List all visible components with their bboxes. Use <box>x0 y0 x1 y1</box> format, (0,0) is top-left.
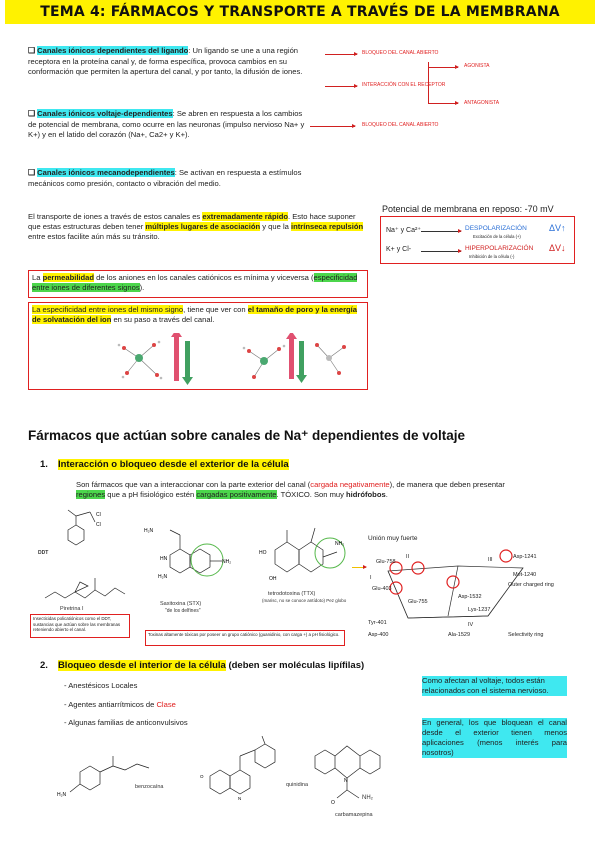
subsection-title-text: Interacción o bloqueo desde el exterior de la célula <box>57 459 289 470</box>
pore-roman: IV <box>468 622 474 628</box>
pore-label: Glu-755 <box>408 599 428 605</box>
bold-text: hidrófobos <box>346 490 386 500</box>
checkbox-bullet-icon: ❑ <box>28 46 36 55</box>
channel-name: Canales iónicos dependientes del ligando <box>37 46 189 55</box>
benzocaina-structure <box>55 742 175 802</box>
text: , tiene que ver con <box>183 305 248 314</box>
pore-label: Asp-1241 <box>513 554 537 560</box>
text: - Agentes antiarrítmicos de <box>64 700 157 709</box>
channel-name: Canales iónicos voltaje-dependientes <box>37 109 173 118</box>
carbamazepina-structure <box>305 736 395 816</box>
arrow-icon <box>421 231 461 232</box>
note-toxinas: Toxinas altamente tóxicas por poseer un grupo catiónico (guanidinio, con carga +) a pH fisiológico. <box>145 630 345 646</box>
carbamazepina-label: carbamazepina <box>335 812 373 818</box>
pore-label: Outer charged ring <box>508 582 554 588</box>
piretrina-label: Piretrina I <box>60 606 84 612</box>
ion-label: K+ y Cl- <box>386 246 412 253</box>
depolarization-sub: Excitación de la célula (+) <box>473 234 521 239</box>
note-bloqueo-2: BLOQUEO DEL CANAL ABIERTO <box>362 122 439 128</box>
channel-body: : Se abren en respuesta a los cambios de potencial de membrana, como ocurre en las neuronas (impulso nervioso Na+ y K+) y en el latido del corazón (Na+, Ca2+ y K+). <box>28 109 305 139</box>
text: y que la <box>260 222 291 232</box>
delta-v-up: ΔV↑ <box>549 223 566 233</box>
potential-title: Potencial de membrana en reposo: -70 mV <box>382 204 554 214</box>
channel-name: Canales iónicos mecanodependientes <box>37 168 175 177</box>
note-antagonista: ANTAGONISTA <box>464 100 500 106</box>
pore-roman: III <box>488 557 493 563</box>
saxitoxina-label: Saxitoxina (STX) <box>160 601 202 607</box>
channel-ligand <box>28 46 328 77</box>
highlight-text: especificidad entre iones de diferentes signos <box>32 273 358 293</box>
bold-text: permeabilidad <box>42 273 95 282</box>
sub2-item: - Anestésicos Locales <box>64 681 138 690</box>
svg-text:Cl: Cl <box>96 522 101 528</box>
channel-voltage <box>28 109 308 140</box>
ttx-structure <box>255 520 355 590</box>
text: . <box>385 490 388 500</box>
svg-text:O: O <box>200 774 204 779</box>
hyperpolarization-sub: Inhibición de la célula (-) <box>469 254 515 259</box>
channel-mechano <box>28 168 318 189</box>
text: El transporte de iones a través de estos canales es <box>28 212 203 221</box>
piretrina-structure <box>40 568 130 606</box>
hyperpolarization-label: HIPERPOLARIZACIÓN <box>465 245 534 252</box>
text: de los aniones en los canales catiónicos es mínima y viceversa ( <box>94 273 314 282</box>
svg-text:N: N <box>344 778 348 784</box>
checkbox-bullet-icon: ❑ <box>28 168 36 177</box>
page-title: TEMA 4: FÁRMACOS Y TRANSPORTE A TRAVÉS DE LA MEMBRANA <box>5 0 595 24</box>
svg-text:NH₂: NH₂ <box>222 559 232 565</box>
bold-text: múltiples lugares de asociación <box>145 222 261 232</box>
pore-label: Asp-1532 <box>458 594 482 600</box>
svg-text:H₂N: H₂N <box>144 528 154 534</box>
arrow-icon <box>352 567 366 568</box>
pore-label: Glu-403 <box>372 586 392 592</box>
bold-text: extremadamente rápido <box>202 212 289 221</box>
sub2-item: - Algunas familias de anticonvulsivos <box>64 718 188 727</box>
channel-body: : Un ligando se une a una región receptora en la proteína canal y, de forma específica, provoca cambios en su conformación que permiten la apertura del canal, y por tanto, la difusión de iones. <box>28 46 303 76</box>
text: . TÓXICO. Son muy <box>276 490 347 500</box>
ion-solvation-diagram <box>89 333 359 389</box>
pore-label: Asp-400 <box>368 632 389 638</box>
ion-label: Na⁺ y Ca²⁺ <box>386 227 422 234</box>
quinidina-structure <box>200 736 290 804</box>
arrow-icon <box>421 251 461 252</box>
delta-v-down: ΔV↓ <box>549 243 566 253</box>
text: ), de manera que deben presentar <box>389 480 505 489</box>
highlight-text: cargadas positivamente <box>196 490 277 500</box>
svg-text:HO: HO <box>259 550 267 556</box>
subsection-title-text: Bloqueo desde el interior de la célula <box>57 660 226 671</box>
pore-label: Met-1240 <box>513 572 537 578</box>
channel-body: : Se activan en respuesta a estímulos mecánicos como presión, contacto o vibración del medio. <box>28 168 302 188</box>
saxitoxina-sub: "de los delfines" <box>165 608 201 614</box>
highlight-text: La especificidad entre iones del mismo signo <box>32 305 184 314</box>
nh2-label: NH₂ <box>362 795 373 801</box>
section-title: Fármacos que actúan sobre canales de Na⁺ dependientes de voltaje <box>28 428 466 443</box>
note-agonista: AGONISTA <box>464 63 490 69</box>
ddt-label: DDT <box>38 550 49 556</box>
bold-text: intrínseca repulsión <box>290 222 364 232</box>
arrow-icon <box>428 67 458 68</box>
svg-text:O: O <box>331 800 335 806</box>
pore-roman: II <box>406 554 410 560</box>
pore-label: Lys-1237 <box>468 607 491 613</box>
text: . Esto hace suponer que estas estructuras deben tener <box>28 212 356 232</box>
ddt-structure <box>40 508 130 553</box>
subsection-extra: (deben ser moléculas lipífilas) <box>225 660 365 671</box>
bold-text: el tamaño de poro y la energía de solvatación del ion <box>32 305 358 325</box>
highlight-text: regiones <box>76 490 106 500</box>
ttx-label: tetrodotoxina (TTX) <box>268 591 316 597</box>
pore-label: Glu-758 <box>376 559 396 565</box>
permeability-box <box>28 270 368 298</box>
text: entre estos facilite aún más su tránsito. <box>28 232 160 242</box>
note-interaccion: INTERACCIÓN CON EL RECEPTOR <box>362 82 446 88</box>
text: La <box>32 273 43 282</box>
specificity-box <box>28 302 368 390</box>
pore-label: Tyr-401 <box>368 620 387 626</box>
potential-box <box>380 216 575 264</box>
svg-text:H₂N: H₂N <box>158 574 168 580</box>
svg-text:NH₂: NH₂ <box>335 541 345 547</box>
svg-text:Cl: Cl <box>96 512 101 518</box>
subsection-number: 2. <box>40 660 48 671</box>
arrow-icon <box>310 126 355 127</box>
benzocaina-label: benzocaína <box>135 784 164 790</box>
arrow-icon <box>428 103 458 104</box>
side-note-1: Como afectan al voltaje, todos están relacionados con el sistema nervioso. <box>422 676 567 696</box>
note-insecticidas: Insecticidas policatiónicos como el DDT, sustancias que actúan sobre las membranas reteniendo abierto el canal. <box>30 614 130 638</box>
subsection-1-body <box>76 480 531 500</box>
arrow-icon <box>325 86 357 87</box>
union-label: Unión muy fuerte <box>368 535 418 542</box>
subsection-number: 1. <box>40 459 48 470</box>
text: ). <box>139 283 145 293</box>
ttx-sub: (marisc, no se conoce antídoto) Pez globo <box>262 598 347 603</box>
checkbox-bullet-icon: ❑ <box>28 109 36 118</box>
saxitoxina-structure <box>140 520 235 600</box>
quinidina-label: quinidina <box>286 782 309 788</box>
text: en su paso a través del canal. <box>111 315 215 325</box>
text: Son fármacos que van a interaccionar con la parte exterior del canal ( <box>76 480 311 489</box>
depolarization-label: DESPOLARIZACIÓN <box>465 225 527 232</box>
sub2-item <box>64 700 176 710</box>
pore-diagram <box>348 546 570 646</box>
pore-label: Ala-1529 <box>448 632 471 638</box>
svg-text:H₂N: H₂N <box>57 792 67 798</box>
specificity-text <box>29 303 364 327</box>
note-bloqueo-1: BLOQUEO DEL CANAL ABIERTO <box>362 50 439 56</box>
text: que a pH fisiológico estén <box>105 490 197 500</box>
side-note-2: En general, los que bloquean el canal desde el exterior tienen menos aplicaciones (menos interés para nosotros) <box>422 718 567 758</box>
subsection-1-title <box>40 459 289 470</box>
subsection-2-title <box>40 660 364 671</box>
transport-paragraph <box>28 212 368 242</box>
arrow-icon <box>325 54 357 55</box>
svg-text:HN: HN <box>160 556 168 562</box>
red-text: cargada negativamente <box>310 480 390 489</box>
pore-roman: I <box>370 575 372 581</box>
svg-text:N: N <box>238 796 242 801</box>
pore-label: Selectivity ring <box>508 632 544 638</box>
svg-text:OH: OH <box>269 576 277 582</box>
red-text: Clase <box>156 700 176 709</box>
